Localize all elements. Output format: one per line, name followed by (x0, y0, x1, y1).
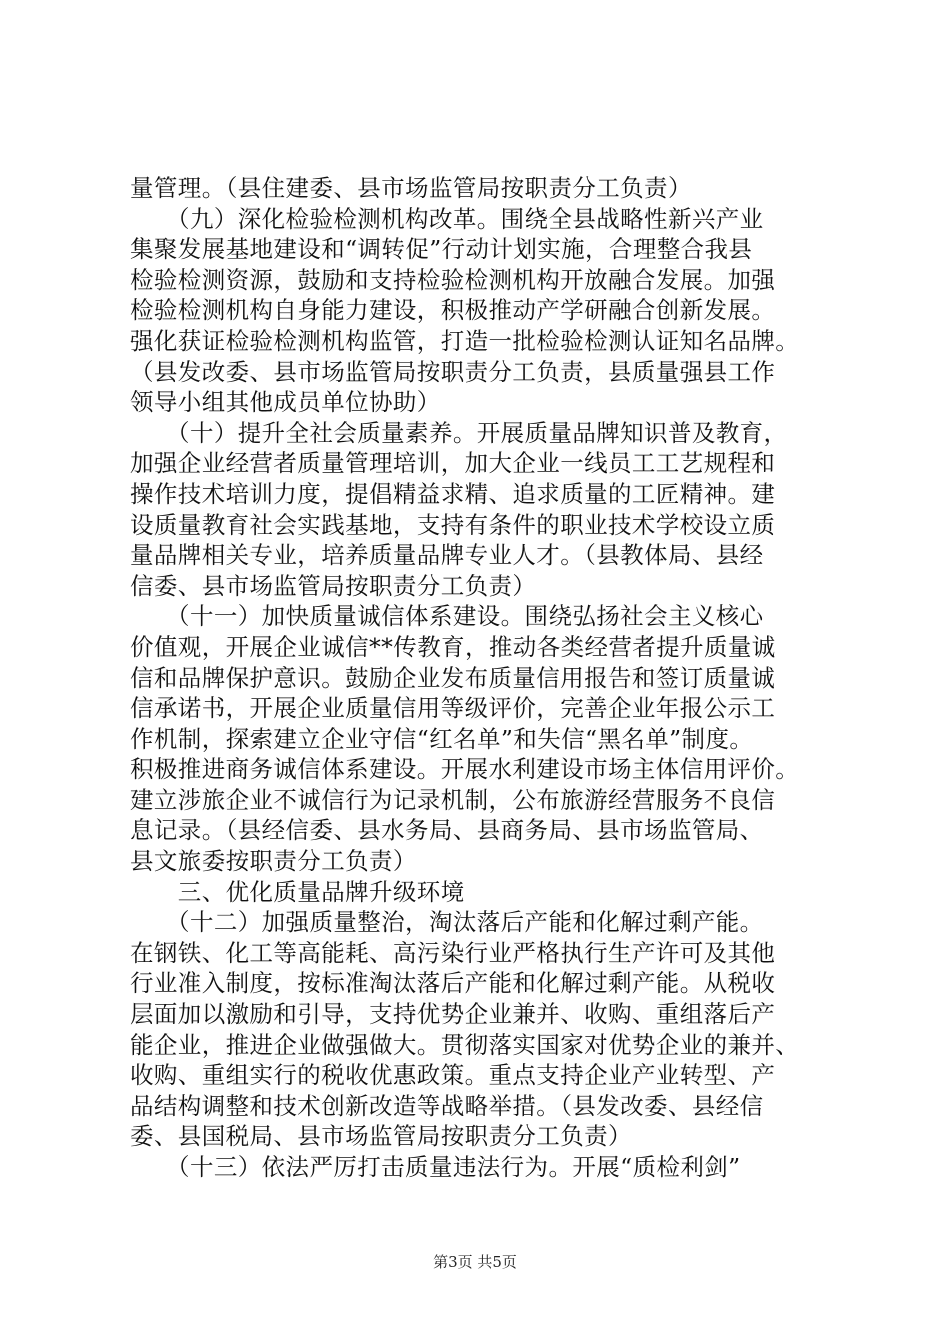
text-line: （十三）依法严厉打击质量违法行为。开展“质检利剑” (130, 1153, 741, 1181)
text-line: 积极推进商务诚信体系建设。开展水利建设市场主体信用评价。 (130, 755, 800, 784)
text-line: 行业准入制度，按标准淘汰落后产能和化解过剩产能。从税收 (130, 969, 776, 998)
text-line: 加强企业经营者质量管理培训，加大企业一线员工工艺规程和 (130, 449, 776, 478)
text-line: 息记录。（县经信委、县水务局、县商务局、县市场监管局、 (130, 816, 764, 845)
text-line: 能企业，推进企业做强做大。贯彻落实国家对优势企业的兼并、 (130, 1030, 800, 1059)
text-line: 量管理。（县住建委、县市场监管局按职责分工负责） (130, 174, 692, 202)
text-line: 集聚发展基地建设和“调转促”行动计划实施，合理整合我县 (130, 235, 753, 264)
text-line: 县文旅委按职责分工负责） (130, 847, 417, 876)
document-body (130, 173, 862, 1183)
text-line: 信委、县市场监管局按职责分工负责） (130, 571, 537, 600)
text-line: 价值观，开展企业诚信**传教育，推动各类经营者提升质量诚 (130, 632, 776, 661)
text-line: 信和品牌保护意识。鼓励企业发布质量信用报告和签订质量诚 (130, 663, 776, 692)
text-line: 检验检测机构自身能力建设，积极推动产学研融合创新发展。 (130, 296, 776, 325)
page-number-footer: 第3页 共5页 (433, 1253, 517, 1271)
text-line: 在钢铁、化工等高能耗、高污染行业严格执行生产许可及其他 (130, 938, 776, 967)
text-line: （十）提升全社会质量素养。开展质量品牌知识普及教育， (130, 418, 788, 447)
text-line: （县发改委、县市场监管局按职责分工负责，县质量强县工作 (130, 357, 776, 386)
text-line: 收购、重组实行的税收优惠政策。重点支持企业产业转型、产 (130, 1061, 776, 1090)
text-line: 领导小组其他成员单位协助） (130, 388, 441, 417)
text-line: 操作技术培训力度，提倡精益求精、追求质量的工匠精神。建 (130, 479, 776, 508)
text-line: 强化获证检验检测机构监管，打造一批检验检测认证知名品牌。 (130, 326, 800, 355)
text-line: 委、县国税局、县市场监管局按职责分工负责） (130, 1122, 632, 1151)
text-line: 作机制，探索建立企业守信“红名单”和失信“黑名单”制度。 (130, 724, 754, 753)
text-line: 品结构调整和技术创新改造等战略举措。（县发改委、县经信 (130, 1091, 764, 1120)
text-line: 信承诺书，开展企业质量信用等级评价，完善企业年报公示工 (130, 694, 776, 723)
text-line: 设质量教育社会实践基地，支持有条件的职业技术学校设立质 (130, 510, 776, 539)
section-heading: 三、优化质量品牌升级环境 (130, 877, 465, 906)
text-line: 量品牌相关专业，培养质量品牌专业人才。（县教体局、县经 (130, 541, 764, 570)
text-line: 检验检测资源，鼓励和支持检验检测机构开放融合发展。加强 (130, 265, 776, 294)
text-line: 层面加以激励和引导，支持优势企业兼并、收购、重组落后产 (130, 1000, 776, 1029)
text-line: （十一）加快质量诚信体系建设。围绕弘扬社会主义核心 (130, 602, 764, 631)
text-line: 建立涉旅企业不诚信行为记录机制，公布旅游经营服务不良信 (130, 785, 776, 814)
text-line: （九）深化检验检测机构改革。围绕全县战略性新兴产业 (130, 204, 764, 233)
text-line: （十二）加强质量整治，淘汰落后产能和化解过剩产能。 (130, 908, 764, 937)
